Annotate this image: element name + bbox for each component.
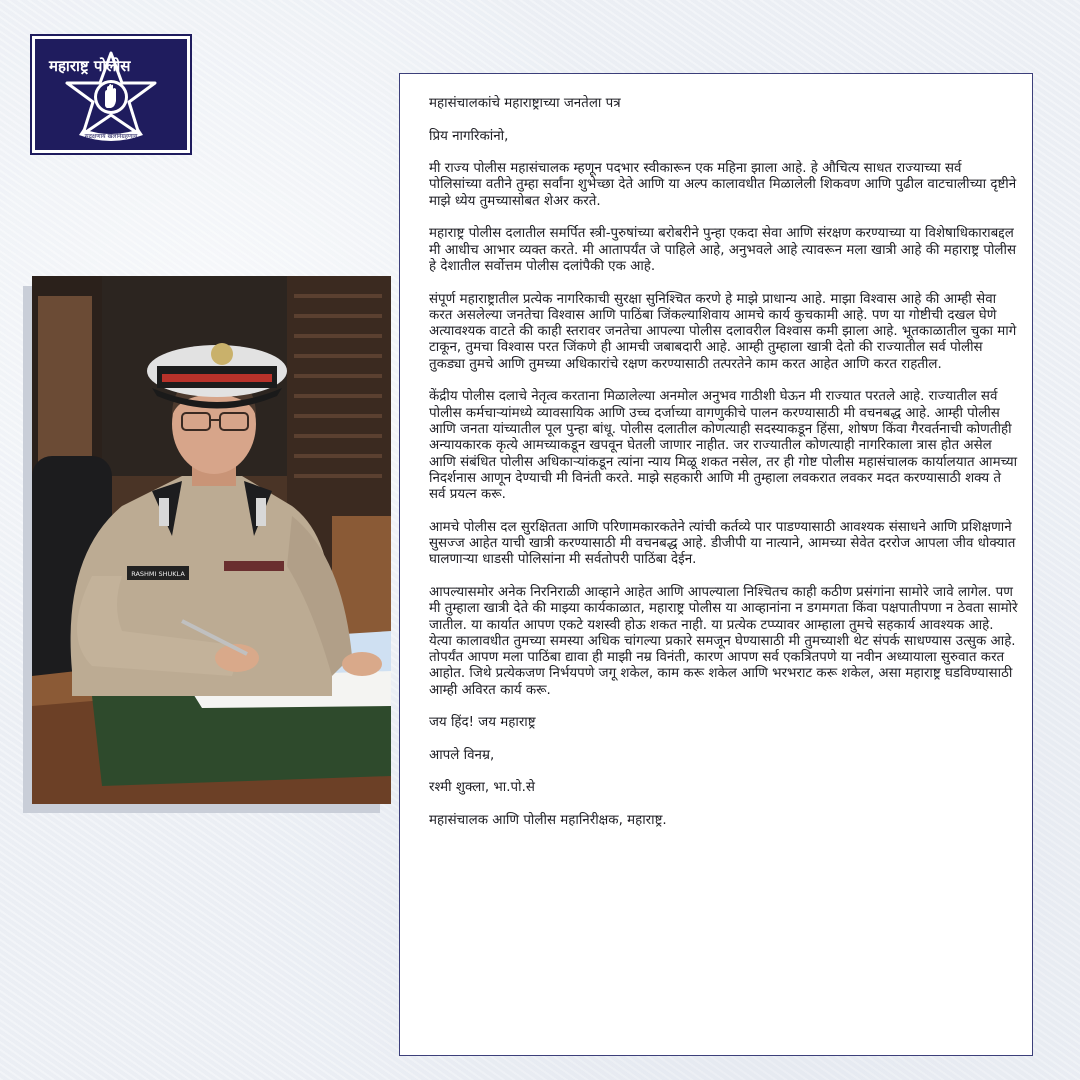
letter-paragraph: केंद्रीय पोलीस दलाचे नेतृत्व करताना मिळालेल्या अनमोल अनुभव गाठीशी घेऊन मी राज्यात परतले आहे. राज्यातील सर्व पोलीस कर्मचाऱ्यांमध्ये व्यावसायिक आणि उच्च दर्जाच्या वागणुकीचे पालन करण्यासाठी मी वचनबद्ध आहे. आम्ही पोलीस आणि जनता यांच्यातील पूल पुन्हा बांधू. पोलीस दलातील कोणत्याही सदस्याकडून हिंसा, शोषण किंवा गैरवर्तनाची कोणतीही अन्यायकारक कृत्ये आमच्याकडून खपवून घेतली जाणार नाहीत. जर राज्यातील कोणत्याही नागरिकाला त्रास होत असेल आणि संबंधित पोलीस अधिकाऱ्यांकडून त्यांना न्याय मिळू शकत नसेल, तर ही गोष्ट पोलीस महासंचालक कार्यालयात आमच्या निदर्शनास आणून देण्याची मी विनंती करते. माझे सहकारी आणि मी तुम्हाला लवकरात लवकर मदत करण्यासाठी शक्य ते सर्व प्रयत्न करू.: [429, 389, 1018, 503]
letter-signoff: आपले विनम्र,: [429, 747, 495, 763]
letter-paragraph: आमचे पोलीस दल सुरक्षितता आणि परिणामकारकतेने त्यांची कर्तव्ये पार पाडण्यासाठी आवश्यक संसाधने आणि प्रशिक्षणाने सुसज्ज आहेत याची खात्री करण्यासाठी मी वचनबद्ध आहे. डीजीपी या नात्याने, आमच्या सेवेत दररोज आपला जीव धोक्यात घालणाऱ्या धाडसी पोलिसांना मी सर्वतोपरी पाठिंबा देईन.: [429, 519, 1016, 568]
letter-panel: [399, 73, 1033, 1056]
letter-paragraph: आपल्यासमोर अनेक निरनिराळी आव्हाने आहेत आणि आपल्याला निश्चितच काही कठीण प्रसंगांना सामोरे जावे लागेल. पण मी तुम्हाला खात्री देते की माझ्या कार्यकाळात, महाराष्ट्र पोलीस या आव्हानांना न डगमगता किंवा पक्षपातीपणा न ठेवता सामोरे जातील. या कार्यात आपण एकटे यशस्वी होऊ शकत नाही. या प्रत्येक टप्प्यावर आम्हाला तुमचे सहकार्य आवश्यक आहे. येत्या कालावधीत तुमच्या समस्या अधिक चांगल्या प्रकारे समजून घेण्यासाठी मी तुमच्याशी थेट संपर्क साधण्यास उत्सुक आहे. तोपर्यंत आपण मला पाठिंबा द्यावा ही माझी नम्र विनंती, कारण आपण सर्व एकत्रितपणे या नवीन अध्यायाला सुरुवात करत आहोत. जिथे प्रत्येकजण निर्भयपणे जगू शकेल, काम करू शकेल आणि भरभराट करू शकेल, असा महाराष्ट्र घडविण्यासाठी आम्ही अविरत कार्य करू.: [429, 584, 1018, 698]
police-star-emblem-icon: [35, 39, 187, 150]
logo-title-left: महाराष्ट्र पोलीस: [49, 57, 131, 75]
letter-closing: जय हिंद! जय महाराष्ट्र: [429, 715, 536, 731]
letter-paragraph: मी राज्य पोलीस महासंचालक म्हणून पदभार स्वीकारून एक महिना झाला आहे. हे औचित्य साधत राज्याच्या सर्व पोलिसांच्या वतीने तुम्हा सर्वांना शुभेच्छा देते आणि या अल्प कालावधीत मिळालेली शिकवण आणि पुढील वाटचालीच्या दृष्टीने माझे ध्येय तुमच्यासोबत शेअर करते.: [429, 161, 1017, 209]
letter-paragraph: संपूर्ण महाराष्ट्रातील प्रत्येक नागरिकाची सुरक्षा सुनिश्चित करणे हे माझे प्राधान्य आहे. माझा विश्वास आहे की आम्ही सेवा करत असलेल्या जनतेचा विश्वास आणि पाठिंबा जिंकल्याशिवाय आमचे कार्य कुचकामी आहे. पण या गोष्टीची दखल घेणे अत्यावश्यक वाटते की काही स्तरावर जनतेचा आपल्या पोलीस दलावरील विश्वास कमी झाला आहे. भूतकाळातील चुका मागे टाकून, तुमचा विश्वास परत जिंकणे ही आमची जबाबदारी आहे. आम्ही तुम्हाला खात्री देतो की राज्यातील सर्व पोलीस तुकड्या तुमचे आणि तुमच्या अधिकारांचे रक्षण करण्यासाठी तत्परतेने काम करत आहेत आणि करत राहतील.: [429, 291, 1017, 372]
letter-salutation: प्रिय नागरिकांनो,: [429, 128, 509, 144]
name-plate: RASHMI SHUKLA: [131, 570, 185, 578]
letter-paragraph: महाराष्ट्र पोलीस दलातील समर्पित स्त्री-पुरुषांच्या बरोबरीने पुन्हा एकदा सेवा आणि संरक्षण करण्याच्या या विशेषाधिकाराबद्दल मी आधीच आभार व्यक्त करते. मी आतापर्यंत जे पाहिले आहे, अनुभवले आहे त्यावरून मला खात्री आहे की महाराष्ट्र पोलीस हे देशातील सर्वोत्तम पोलीस दलांपैकी एक आहे.: [429, 226, 1017, 274]
letter-title: महासंचालकांचे महाराष्ट्राच्या जनतेला पत्र: [429, 96, 621, 111]
maharashtra-police-logo: [32, 36, 190, 153]
logo-motto: सद्रक्षणाय खलनिग्रहणाय: [84, 133, 138, 140]
letter-signatory-name: रश्मी शुक्ला, भा.पो.से: [429, 780, 535, 796]
letter-signatory-designation: महासंचालक आणि पोलीस महानिरीक्षक, महाराष्ट्र.: [429, 813, 667, 829]
officer-photo: [32, 276, 391, 804]
